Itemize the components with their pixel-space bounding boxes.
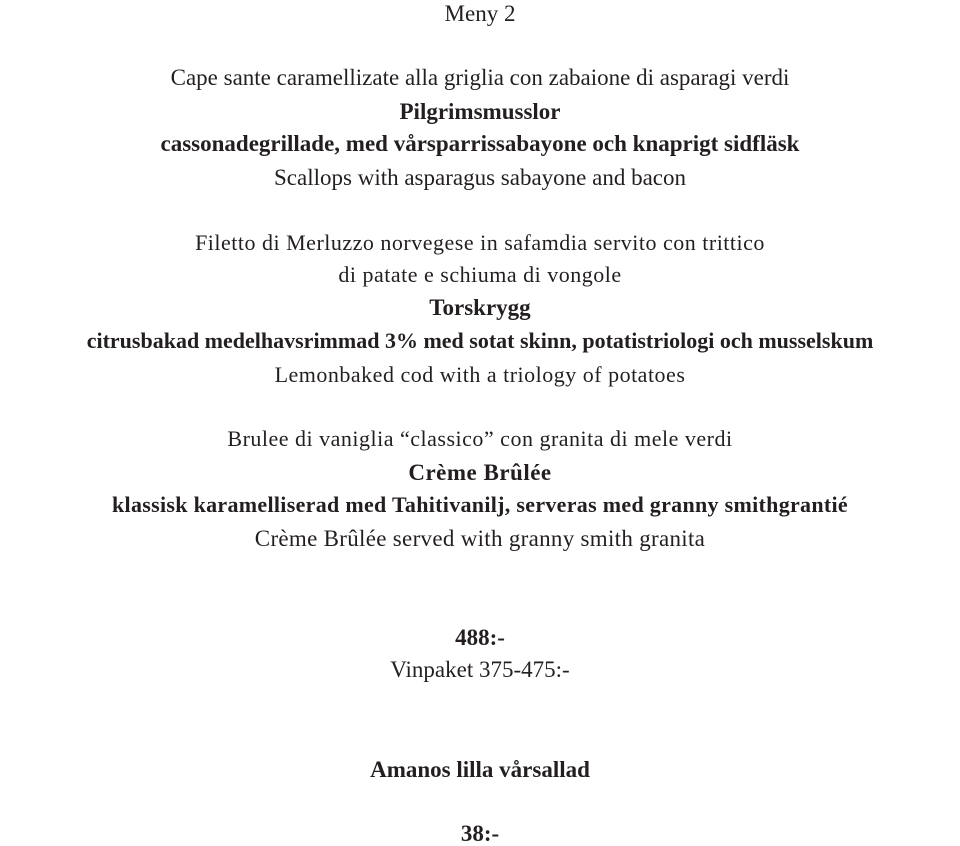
- main-italian-description-line2: di patate e schiuma di vongole: [338, 262, 622, 287]
- main-italian-description-line1: Filetto di Merluzzo norvegese in safamdia servito con trittico: [195, 230, 765, 255]
- menu-title: Meny 2: [444, 1, 516, 26]
- starter-italian-description: Cape sante caramellizate alla griglia con zabaione di asparagi verdi: [170, 65, 790, 90]
- extra-dish-name: Amanos lilla vårsallad: [370, 757, 590, 782]
- dessert-english-description: Crème Brûlée served with granny smith granita: [254, 526, 706, 551]
- starter-english-description: Scallops with asparagus sabayone and bacon: [274, 165, 686, 190]
- main-dish-name: Torskrygg: [429, 295, 531, 320]
- main-swedish-description: citrusbakad medelhavsrimmad 3% med sotat skinn, potatistriologi och musselskum: [86, 328, 874, 353]
- extra-dish-price: 38:-: [460, 821, 500, 846]
- starter-swedish-description: cassonadegrillade, med vårsparrissabayone och knaprigt sidfläsk: [160, 131, 800, 156]
- main-english-description: Lemonbaked cod with a triology of potatoes: [274, 362, 686, 387]
- menu-price: 488:-: [455, 625, 505, 650]
- dessert-italian-description: Brulee di vaniglia “classico” con granita di mele verdi: [227, 426, 733, 451]
- dessert-dish-name: Crème Brûlée: [408, 460, 552, 485]
- dessert-swedish-description: klassisk karamelliserad med Tahitivanilj, serveras med granny smithgrantié: [112, 492, 848, 517]
- starter-dish-name: Pilgrimsmusslor: [399, 99, 561, 124]
- wine-package-price: Vinpaket 375-475:-: [390, 657, 570, 682]
